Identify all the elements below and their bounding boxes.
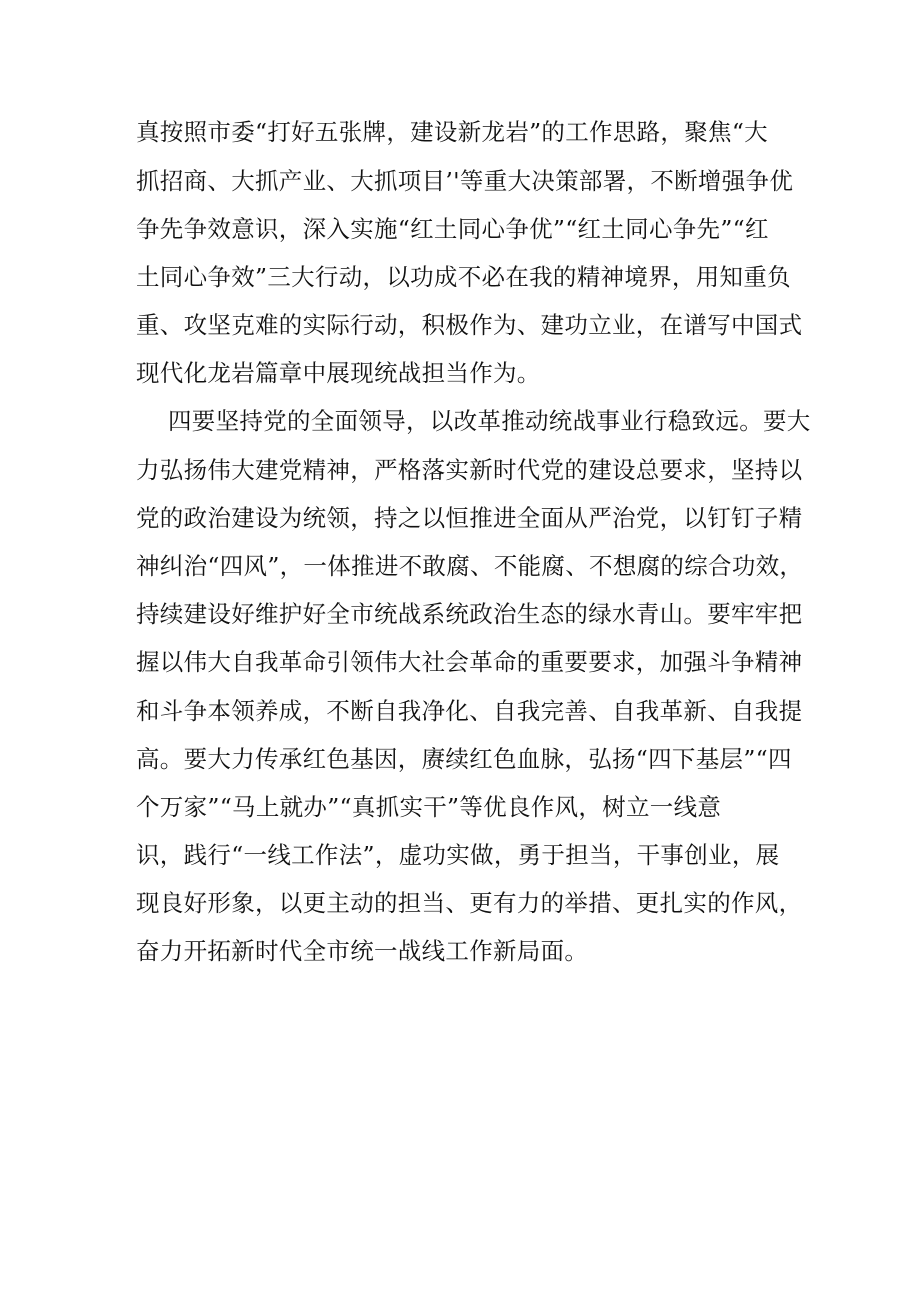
text-line: 争先争效意识，深入实施“红土同心争优”“红土同心争先”“红 — [136, 215, 769, 243]
text-line: 重、攻坚克难的实际行动，积极作为、建功立业，在谱写中国式 — [136, 311, 803, 339]
text-line: 现代化龙岩篇章中展现统战担当作为。 — [136, 359, 541, 387]
text-line: 四要坚持党的全面领导，以改革推动统战事业行稳致远。要大 — [168, 407, 811, 435]
text-line: 力弘扬伟大建党精神，严格落实新时代党的建设总要求，坚持以 — [136, 456, 803, 484]
text-line: 握以伟大自我革命引领伟大社会革命的重要要求，加强斗争精神 — [136, 648, 803, 676]
text-line: 真按照市委“打好五张牌，建设新龙岩”的工作思路，聚焦“大 — [136, 118, 768, 146]
text-line: 现良好形象，以更主动的担当、更有力的举措、更扎实的作风， — [136, 889, 803, 917]
text-line: 持续建设好维护好全市统战系统政治生态的绿水青山。要牢牢把 — [136, 600, 803, 628]
text-line: 抓招商、大抓产业、大抓项目’'等重大决策部署，不断增强争优 — [136, 167, 794, 195]
text-line: 奋力开拓新时代全市统一战线工作新局面。 — [136, 937, 589, 965]
text-line: 高。要大力传承红色基因，赓续红色血脉，弘扬“四下基层”“四 — [136, 745, 792, 773]
text-line: 识，践行“一线工作法”，虚功实做，勇于担当，干事创业，展 — [136, 841, 780, 869]
text-line: 个万家”“马上就办”“真抓实干”等优良作风，树立一线意 — [136, 793, 722, 821]
text-line: 党的政治建设为统领，持之以恒推进全面从严治党，以钉钉子精 — [136, 504, 803, 532]
text-line: 神纠治“四风”，一体推进不敢腐、不能腐、不想腐的综合功效， — [136, 552, 804, 580]
text-line: 土同心争效”三大行动，以功成不必在我的精神境界，用知重负 — [136, 263, 791, 291]
text-line: 和斗争本领养成，不断自我净化、自我完善、自我革新、自我提 — [136, 697, 803, 725]
